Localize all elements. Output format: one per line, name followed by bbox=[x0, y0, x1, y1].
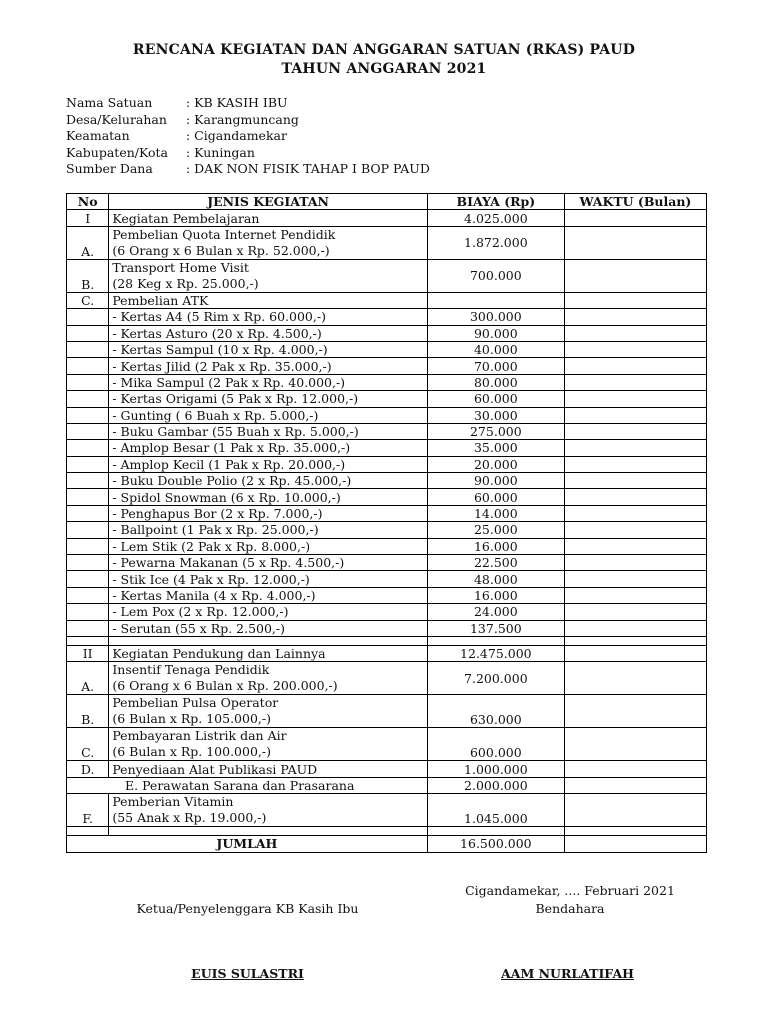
info-label: Desa/Kelurahan bbox=[66, 111, 167, 127]
row-item bbox=[109, 728, 427, 761]
info-label: Sumber Dana bbox=[66, 161, 153, 176]
row-biaya: 1.000.000 bbox=[427, 761, 564, 777]
table-row bbox=[67, 391, 707, 407]
row-biaya: 16.000 bbox=[427, 538, 564, 554]
row-biaya: 80.000 bbox=[427, 374, 564, 390]
waktu-cell bbox=[564, 374, 706, 390]
row-no bbox=[67, 374, 109, 390]
waktu-cell bbox=[564, 836, 706, 852]
waktu-cell bbox=[564, 391, 706, 407]
table-row bbox=[67, 555, 707, 571]
waktu-cell bbox=[564, 210, 706, 226]
waktu-cell bbox=[564, 645, 706, 661]
item-line: (6 Bulan x Rp. 105.000,-) bbox=[112, 711, 271, 727]
row-biaya: 48.000 bbox=[427, 571, 564, 587]
place-date: Cigandamekar, .... Februari 2021 bbox=[465, 883, 675, 898]
info-label: Kabupaten/Kota bbox=[66, 144, 168, 160]
header-waktu: WAKTU (Bulan) bbox=[564, 194, 706, 210]
info-value: : DAK NON FISIK TAHAP I BOP PAUD bbox=[186, 161, 430, 176]
row-biaya: 24.000 bbox=[427, 604, 564, 620]
row-no bbox=[67, 358, 109, 374]
row-item: - Buku Double Polio (2 x Rp. 45.000,-) bbox=[109, 473, 427, 489]
row-item: - Kertas Asturo (20 x Rp. 4.500,-) bbox=[109, 325, 427, 341]
table-row bbox=[67, 505, 707, 521]
info-value: : Cigandamekar bbox=[186, 128, 287, 143]
table-row bbox=[67, 522, 707, 538]
item-line: (6 Bulan x Rp. 100.000,-) bbox=[112, 744, 271, 760]
row-biaya: 7.200.000 bbox=[427, 662, 564, 695]
spacer-cell bbox=[564, 636, 706, 645]
institution-info bbox=[66, 95, 430, 178]
table-row bbox=[67, 292, 707, 308]
table-row bbox=[67, 571, 707, 587]
table-row bbox=[67, 695, 707, 728]
row-no bbox=[67, 620, 109, 636]
info-label: Nama Satuan bbox=[66, 95, 153, 110]
section-no: II bbox=[67, 645, 109, 661]
row-no bbox=[67, 587, 109, 603]
spacer-row bbox=[67, 827, 707, 836]
info-row bbox=[66, 145, 430, 162]
row-no bbox=[67, 555, 109, 571]
row-no: D. bbox=[67, 761, 109, 777]
row-item: - Amplop Kecil (1 Pak x Rp. 20.000,-) bbox=[109, 456, 427, 472]
row-item bbox=[109, 226, 427, 259]
waktu-cell bbox=[564, 226, 706, 259]
table-row bbox=[67, 341, 707, 357]
section-total: 4.025.000 bbox=[427, 210, 564, 226]
waktu-cell bbox=[564, 587, 706, 603]
table-row bbox=[67, 325, 707, 341]
row-no: A. bbox=[67, 226, 109, 259]
row-biaya: 2.000.000 bbox=[427, 777, 564, 793]
row-item: - Amplop Besar (1 Pak x Rp. 35.000,-) bbox=[109, 440, 427, 456]
waktu-cell bbox=[564, 489, 706, 505]
row-no: C. bbox=[67, 728, 109, 761]
row-item bbox=[109, 794, 427, 827]
waktu-cell bbox=[564, 555, 706, 571]
waktu-cell bbox=[564, 777, 706, 793]
row-item: - Gunting ( 6 Buah x Rp. 5.000,-) bbox=[109, 407, 427, 423]
item-line: Insentif Tenaga Pendidik bbox=[112, 662, 270, 678]
row-item bbox=[109, 695, 427, 728]
waktu-cell bbox=[564, 761, 706, 777]
row-item bbox=[109, 662, 427, 695]
section-no: I bbox=[67, 210, 109, 226]
table-row bbox=[67, 226, 707, 259]
item-line: (6 Orang x 6 Bulan x Rp. 200.000,-) bbox=[112, 678, 338, 694]
grand-total: 16.500.000 bbox=[427, 836, 564, 852]
table-row bbox=[67, 662, 707, 695]
row-biaya: 22.500 bbox=[427, 555, 564, 571]
info-label: Keamatan bbox=[66, 128, 130, 143]
table-row bbox=[67, 358, 707, 374]
header-biaya: BIAYA (Rp) bbox=[427, 194, 564, 210]
row-no bbox=[67, 489, 109, 505]
table-row bbox=[67, 423, 707, 439]
row-biaya: 30.000 bbox=[427, 407, 564, 423]
rkas-table bbox=[66, 193, 707, 853]
row-item: - Kertas Sampul (10 x Rp. 4.000,-) bbox=[109, 341, 427, 357]
row-no bbox=[67, 309, 109, 325]
table-row bbox=[67, 728, 707, 761]
row-no bbox=[67, 423, 109, 439]
waktu-cell bbox=[564, 571, 706, 587]
row-no bbox=[67, 538, 109, 554]
waktu-cell bbox=[564, 505, 706, 521]
table-row bbox=[67, 309, 707, 325]
row-biaya: 40.000 bbox=[427, 341, 564, 357]
item-line: (6 Orang x 6 Bulan x Rp. 52.000,-) bbox=[112, 242, 330, 258]
row-item: - Pewarna Makanan (5 x Rp. 4.500,-) bbox=[109, 555, 427, 571]
waktu-cell bbox=[564, 473, 706, 489]
row-biaya: 700.000 bbox=[427, 259, 564, 292]
total-row bbox=[67, 836, 707, 852]
row-no bbox=[67, 341, 109, 357]
table-row bbox=[67, 620, 707, 636]
row-no: B. bbox=[67, 695, 109, 728]
row-biaya: 35.000 bbox=[427, 440, 564, 456]
document-title: RENCANA KEGIATAN DAN ANGGARAN SATUAN (RKAS) PAUD bbox=[132, 42, 636, 58]
row-no bbox=[67, 505, 109, 521]
row-no bbox=[67, 407, 109, 423]
waktu-cell bbox=[564, 309, 706, 325]
row-no bbox=[67, 571, 109, 587]
row-item: - Kertas A4 (5 Rim x Rp. 60.000,-) bbox=[109, 309, 427, 325]
info-row bbox=[66, 128, 430, 145]
row-no bbox=[67, 325, 109, 341]
table-row bbox=[67, 777, 707, 793]
row-biaya: 630.000 bbox=[427, 695, 564, 728]
row-biaya: 14.000 bbox=[427, 505, 564, 521]
table-row bbox=[67, 374, 707, 390]
spacer-row bbox=[67, 636, 707, 645]
item-line: Pembelian Quota Internet Pendidik bbox=[112, 226, 336, 242]
row-item: - Lem Pox (2 x Rp. 12.000,-) bbox=[109, 604, 427, 620]
waktu-cell bbox=[564, 794, 706, 827]
table-row bbox=[67, 538, 707, 554]
row-no bbox=[67, 473, 109, 489]
spacer-cell bbox=[67, 827, 109, 836]
row-no: F. bbox=[67, 794, 109, 827]
waktu-cell bbox=[564, 538, 706, 554]
row-no bbox=[67, 456, 109, 472]
row-item: - Ballpoint (1 Pak x Rp. 25.000,-) bbox=[109, 522, 427, 538]
row-item: - Mika Sampul (2 Pak x Rp. 40.000,-) bbox=[109, 374, 427, 390]
row-biaya: 90.000 bbox=[427, 473, 564, 489]
table-row bbox=[67, 489, 707, 505]
row-no: C. bbox=[67, 292, 109, 308]
waktu-cell bbox=[564, 325, 706, 341]
row-item: Penyediaan Alat Publikasi PAUD bbox=[109, 761, 427, 777]
row-biaya: 600.000 bbox=[427, 728, 564, 761]
spacer-cell bbox=[109, 636, 427, 645]
row-item: E. Perawatan Sarana dan Prasarana bbox=[67, 777, 428, 793]
item-line: (28 Keg x Rp. 25.000,-) bbox=[112, 275, 259, 291]
info-row bbox=[66, 161, 430, 178]
table-row bbox=[67, 587, 707, 603]
header-jenis: JENIS KEGIATAN bbox=[109, 194, 427, 210]
row-biaya: 1.045.000 bbox=[427, 794, 564, 827]
waktu-cell bbox=[564, 695, 706, 728]
row-biaya: 90.000 bbox=[427, 325, 564, 341]
waktu-cell bbox=[564, 604, 706, 620]
info-value: : Kuningan bbox=[186, 144, 255, 160]
row-biaya: 1.872.000 bbox=[427, 226, 564, 259]
row-item: - Lem Stik (2 Pak x Rp. 8.000,-) bbox=[109, 538, 427, 554]
waktu-cell bbox=[564, 662, 706, 695]
table-row bbox=[67, 407, 707, 423]
treasurer-role: Bendahara bbox=[535, 901, 605, 916]
item-line: (55 Anak x Rp. 19.000,-) bbox=[112, 810, 267, 826]
section-row bbox=[67, 645, 707, 661]
table-row bbox=[67, 604, 707, 620]
info-value: : KB KASIH IBU bbox=[186, 95, 288, 110]
section-title: Kegiatan Pendukung dan Lainnya bbox=[109, 645, 427, 661]
row-item: Pembelian ATK bbox=[109, 292, 427, 308]
waktu-cell bbox=[564, 292, 706, 308]
spacer-cell bbox=[427, 636, 564, 645]
waktu-cell bbox=[564, 522, 706, 538]
section-title: Kegiatan Pembelajaran bbox=[109, 210, 427, 226]
waktu-cell bbox=[564, 728, 706, 761]
spacer-cell bbox=[427, 827, 564, 836]
table-row bbox=[67, 456, 707, 472]
row-item: - Penghapus Bor (2 x Rp. 7.000,-) bbox=[109, 505, 427, 521]
waktu-cell bbox=[564, 358, 706, 374]
table-row bbox=[67, 259, 707, 292]
row-biaya: 300.000 bbox=[427, 309, 564, 325]
waktu-cell bbox=[564, 456, 706, 472]
row-biaya bbox=[427, 292, 564, 308]
row-item: - Stik Ice (4 Pak x Rp. 12.000,-) bbox=[109, 571, 427, 587]
table-header-row bbox=[67, 194, 707, 210]
waktu-cell bbox=[564, 620, 706, 636]
header-no: No bbox=[67, 194, 109, 210]
row-item bbox=[109, 259, 427, 292]
chairperson-name: EUIS SULASTRI bbox=[191, 966, 304, 981]
row-biaya: 60.000 bbox=[427, 391, 564, 407]
waktu-cell bbox=[564, 423, 706, 439]
table-row bbox=[67, 440, 707, 456]
waktu-cell bbox=[564, 341, 706, 357]
spacer-cell bbox=[109, 827, 427, 836]
row-item: - Spidol Snowman (6 x Rp. 10.000,-) bbox=[109, 489, 427, 505]
document-subtitle: TAHUN ANGGARAN 2021 bbox=[281, 61, 487, 77]
row-no bbox=[67, 604, 109, 620]
row-biaya: 20.000 bbox=[427, 456, 564, 472]
item-line: Pemberian Vitamin bbox=[112, 794, 234, 810]
info-value: : Karangmuncang bbox=[186, 111, 299, 127]
row-item: - Kertas Manila (4 x Rp. 4.000,-) bbox=[109, 587, 427, 603]
row-biaya: 16.000 bbox=[427, 587, 564, 603]
spacer-cell bbox=[67, 636, 109, 645]
row-no: B. bbox=[67, 259, 109, 292]
treasurer-name: AAM NURLATIFAH bbox=[501, 966, 634, 981]
row-item: - Kertas Origami (5 Pak x Rp. 12.000,-) bbox=[109, 391, 427, 407]
row-item: - Serutan (55 x Rp. 2.500,-) bbox=[109, 620, 427, 636]
row-biaya: 70.000 bbox=[427, 358, 564, 374]
info-row bbox=[66, 112, 430, 129]
row-no: A. bbox=[67, 662, 109, 695]
row-no bbox=[67, 440, 109, 456]
row-item: - Buku Gambar (55 Buah x Rp. 5.000,-) bbox=[109, 423, 427, 439]
table-row bbox=[67, 473, 707, 489]
waktu-cell bbox=[564, 259, 706, 292]
table-row bbox=[67, 794, 707, 827]
row-biaya: 275.000 bbox=[427, 423, 564, 439]
row-biaya: 137.500 bbox=[427, 620, 564, 636]
section-total: 12.475.000 bbox=[427, 645, 564, 661]
spacer-cell bbox=[564, 827, 706, 836]
row-biaya: 60.000 bbox=[427, 489, 564, 505]
row-biaya: 25.000 bbox=[427, 522, 564, 538]
row-no bbox=[67, 522, 109, 538]
waktu-cell bbox=[564, 440, 706, 456]
info-row bbox=[66, 95, 430, 112]
item-line: Pembayaran Listrik dan Air bbox=[112, 728, 287, 744]
section-row bbox=[67, 210, 707, 226]
waktu-cell bbox=[564, 407, 706, 423]
row-no bbox=[67, 391, 109, 407]
table-row bbox=[67, 761, 707, 777]
item-line: Pembelian Pulsa Operator bbox=[112, 695, 279, 711]
chairperson-role: Ketua/Penyelenggara KB Kasih Ibu bbox=[136, 901, 359, 916]
item-line: Transport Home Visit bbox=[112, 259, 249, 275]
total-label: JUMLAH bbox=[67, 836, 428, 852]
row-item: - Kertas Jilid (2 Pak x Rp. 35.000,-) bbox=[109, 358, 427, 374]
